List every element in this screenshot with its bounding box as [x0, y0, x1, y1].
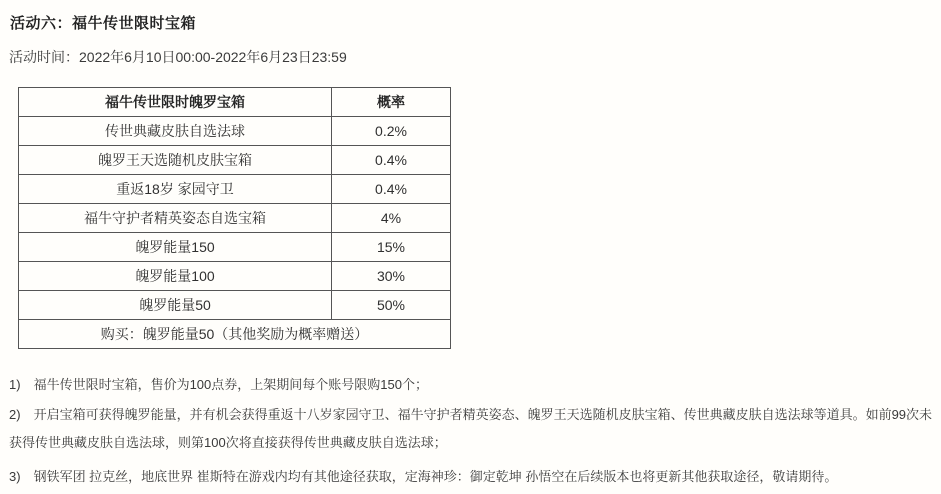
reward-item: 魄罗能量50: [19, 291, 332, 320]
note-2-marker: 2): [9, 407, 21, 422]
table-row: [19, 175, 451, 204]
reward-probability: 0.4%: [332, 146, 451, 175]
reward-item: 魄罗能量150: [19, 233, 332, 262]
note-1-text: 福牛传世限时宝箱，售价为100点券，上架期间每个账号限购150个；: [33, 377, 428, 392]
table-row: [19, 204, 451, 233]
note-1: [9, 371, 935, 399]
note-3: [9, 463, 935, 491]
reward-item: 重返18岁 家园守卫: [19, 175, 332, 204]
reward-item: 魄罗王天选随机皮肤宝箱: [19, 146, 332, 175]
reward-item: 传世典藏皮肤自选法球: [19, 117, 332, 146]
notes-section: [8, 371, 935, 491]
table-row: [19, 262, 451, 291]
activity-time-label: 活动时间：: [9, 49, 79, 65]
reward-probability: 30%: [332, 262, 451, 291]
reward-item: 魄罗能量100: [19, 262, 332, 291]
activity-time-value: 2022年6月10日00:00-2022年6月23日23:59: [79, 49, 347, 65]
column-header-probability: 概率: [332, 88, 451, 117]
reward-probability: 0.4%: [332, 175, 451, 204]
reward-probability: 4%: [332, 204, 451, 233]
reward-probability: 50%: [332, 291, 451, 320]
table-footer-row: [19, 320, 451, 349]
purchase-note: 购买：魄罗能量50（其他奖励为概率赠送）: [19, 320, 451, 349]
page-title: 活动六：福牛传世限时宝箱: [10, 15, 197, 32]
probability-table: [18, 87, 451, 349]
reward-probability: 15%: [332, 233, 451, 262]
note-3-text: 钢铁军团 拉克丝，地底世界 崔斯特在游戏内均有其他途径获取，定海神珍：御定乾坤 孙悟空在后续版本也将更新其他获取途径，敬请期待。: [33, 469, 838, 484]
note-2: [9, 401, 935, 457]
note-2-text: 开启宝箱可获得魄罗能量，并有机会获得重返十八岁家园守卫、福牛守护者精英姿态、魄罗王天选随机皮肤宝箱、传世典藏皮肤自选法球等道具。如前99次未获得传世典藏皮肤自选法球，则第100次将直接获得传世典藏皮肤自选法球；: [9, 407, 933, 450]
table-row: [19, 146, 451, 175]
table-row: [19, 233, 451, 262]
activity-time: [8, 47, 935, 67]
table-row: [19, 117, 451, 146]
table-header-row: [19, 88, 451, 117]
reward-probability: 0.2%: [332, 117, 451, 146]
column-header-chest: 福牛传世限时魄罗宝箱: [19, 88, 332, 117]
note-1-marker: 1): [9, 377, 21, 392]
table-row: [19, 291, 451, 320]
reward-item: 福牛守护者精英姿态自选宝箱: [19, 204, 332, 233]
note-3-marker: 3): [9, 469, 21, 484]
